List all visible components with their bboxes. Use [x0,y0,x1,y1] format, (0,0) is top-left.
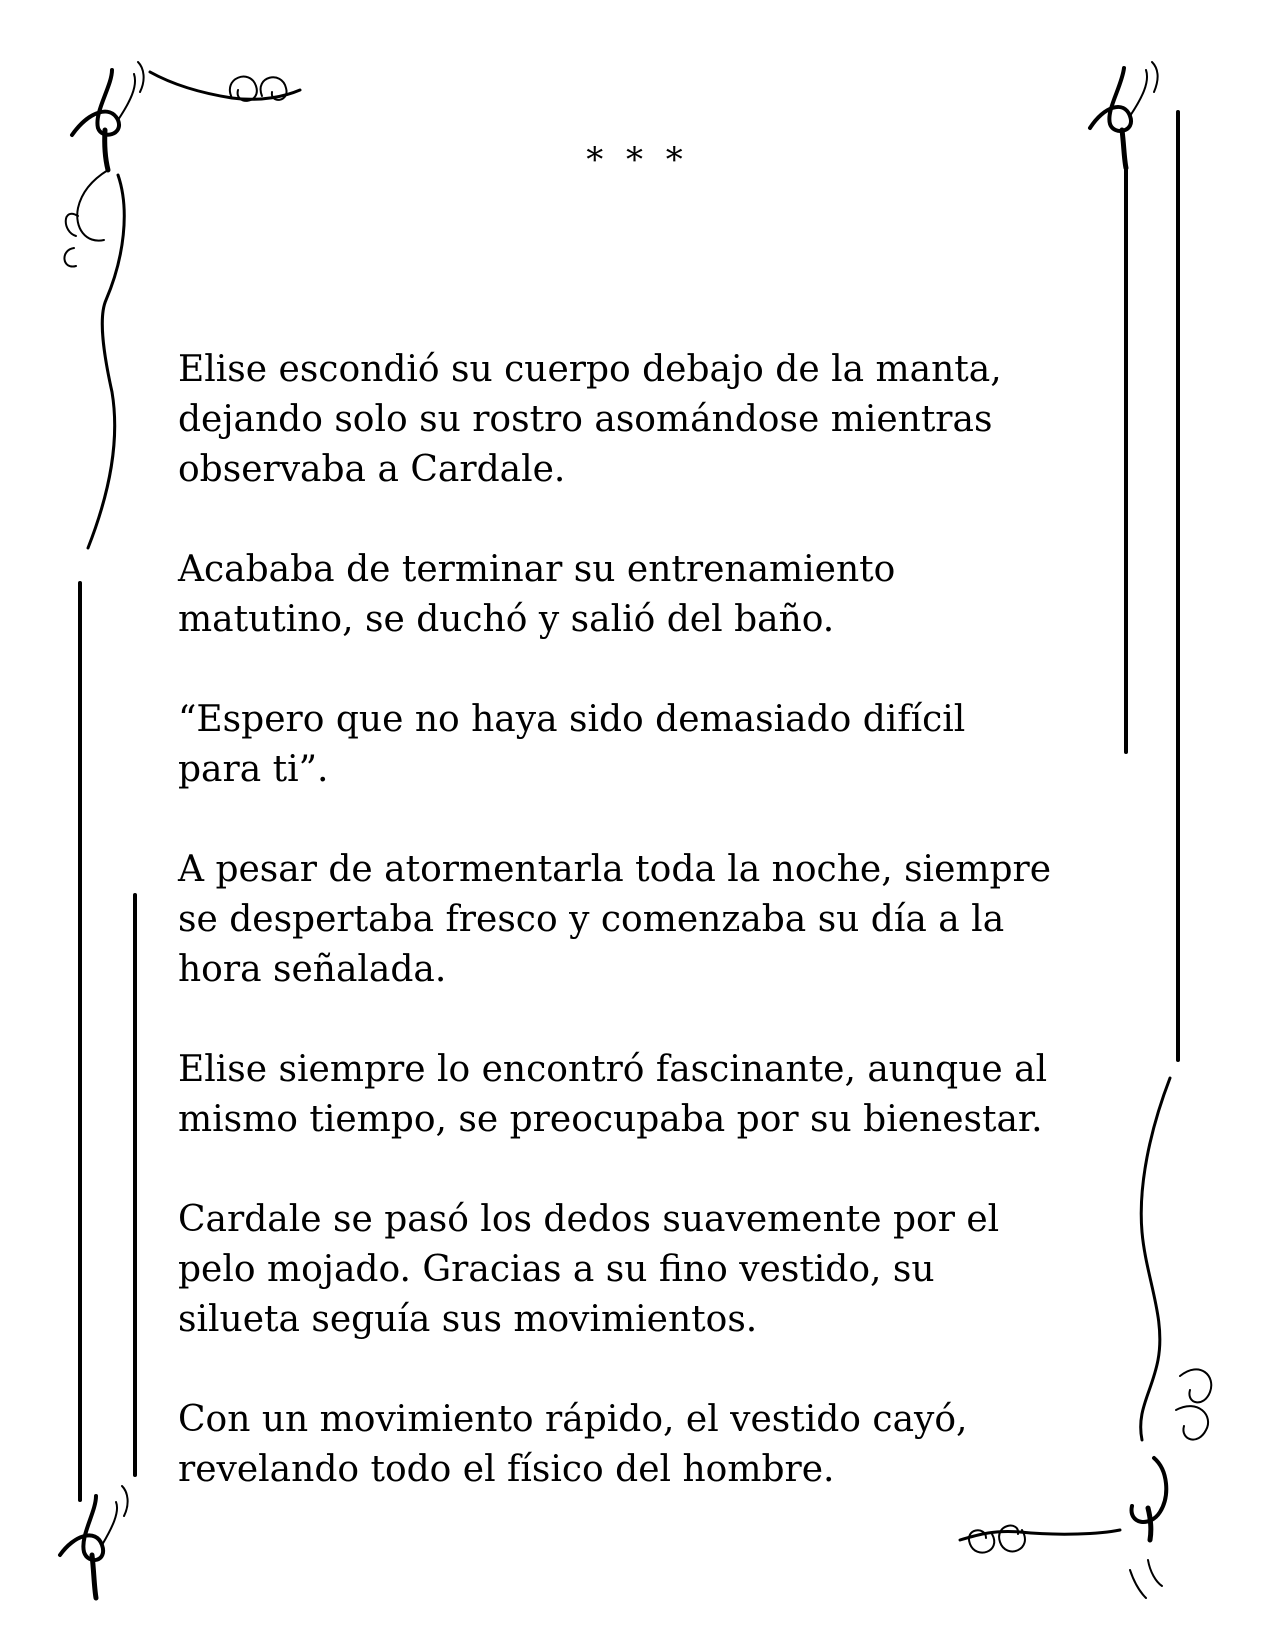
paragraph: “Espero que no haya sido demasiado difícil para ti”. [178,699,966,790]
paragraph: A pesar de atormentarla toda la noche, siempre se despertaba fresco y comenzaba su día a la hora señalada. [178,849,1052,990]
paragraph: Acababa de terminar su entrenamiento matutino, se duchó y salió del baño. [178,549,896,640]
paragraph: Elise siempre lo encontró fascinante, aunque al mismo tiempo, se preocupaba por su bienestar. [178,1049,1048,1140]
paragraph: Elise escondió su cuerpo debajo de la manta, dejando solo su rostro asomándose mientras observaba a Cardale. [178,349,1002,490]
scene-break-separator: * * * [586,140,689,180]
story-text [178,345,1108,1545]
paragraph: Cardale se pasó los dedos suavemente por el pelo mojado. Gracias a su fino vestido, su silueta seguía sus movimientos. [178,1199,1000,1340]
paragraph: Con un movimiento rápido, el vestido cayó, revelando todo el físico del hombre. [178,1399,968,1490]
bottom-left-flourish-icon [60,1486,128,1598]
